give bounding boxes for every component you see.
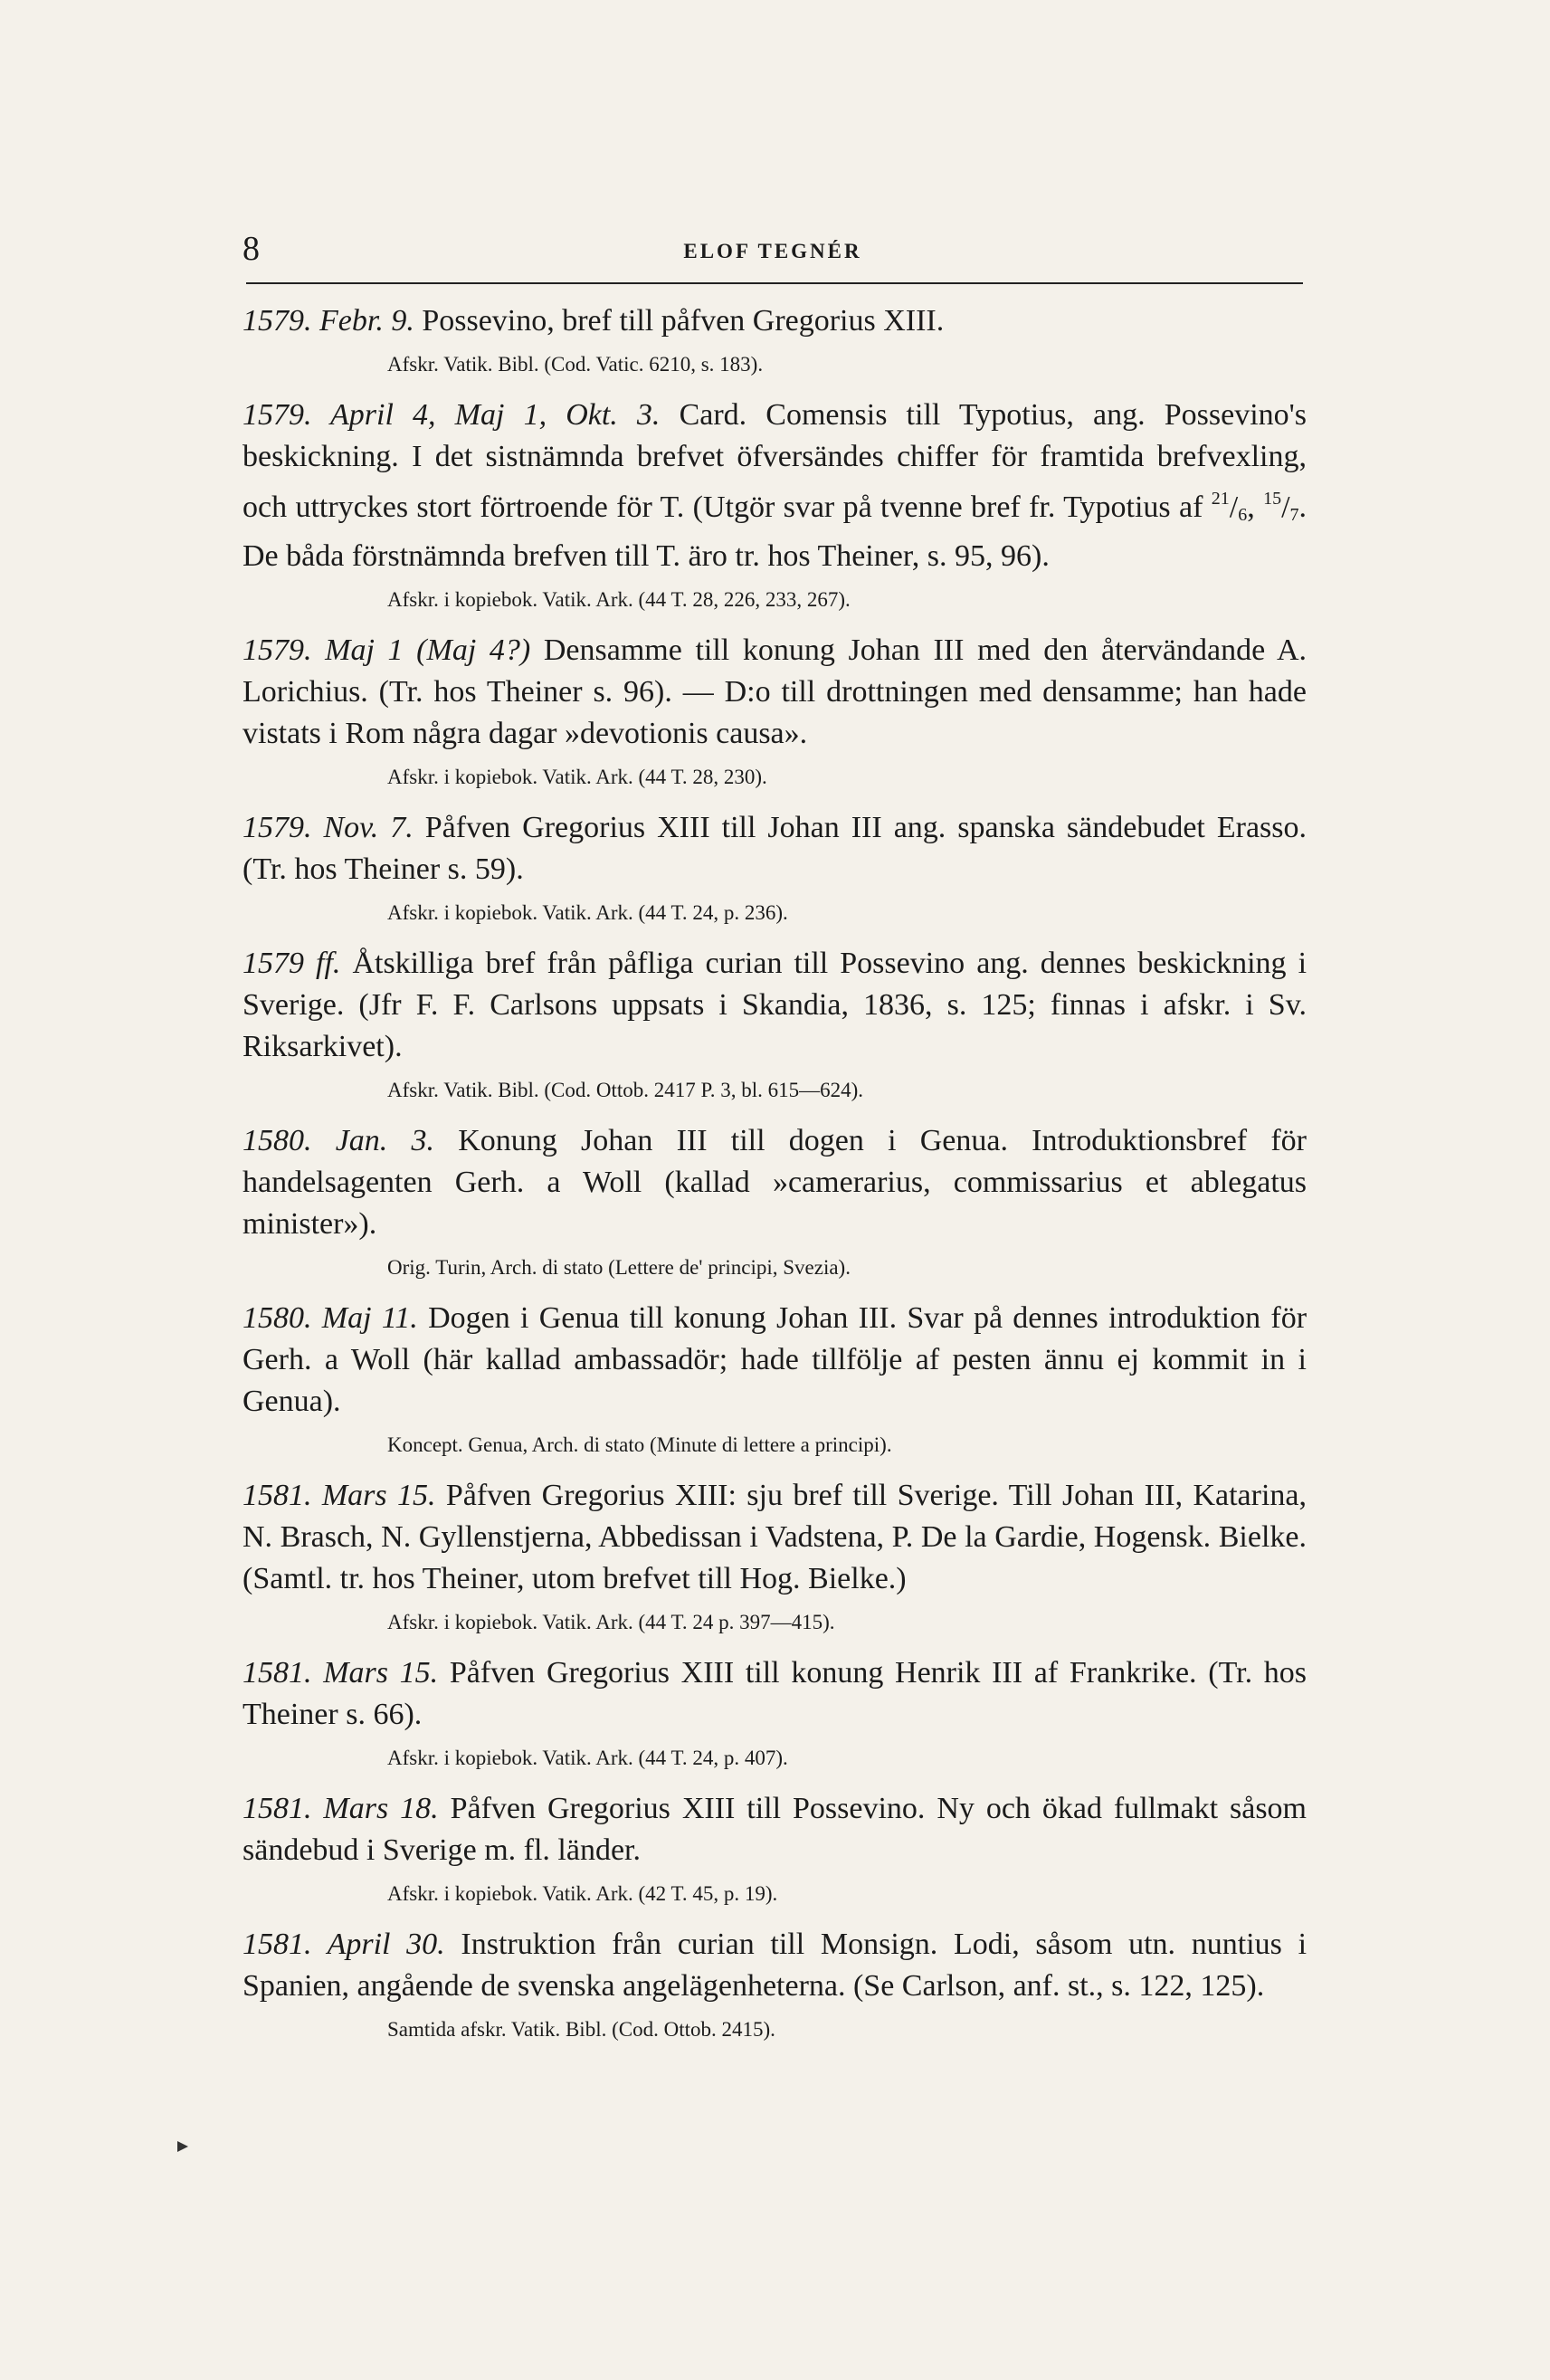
entry-1580-maj-11 [242, 1298, 1307, 1461]
entry-1580-jan-3 [242, 1120, 1307, 1283]
entry-date: 1579. Maj 1 (Maj 4?) [242, 633, 531, 667]
entry-1579-april-4 [242, 395, 1307, 615]
entry-body: Påfven Gregorius XIII till konung Henrik III af Frankrike. (Tr. hos Theiner s. 66). [242, 1656, 1308, 1731]
entry-source: Orig. Turin, Arch. di stato (Lettere de' principi, Svezia). [387, 1256, 851, 1279]
entry-body: Instruktion från curian till Monsign. Lodi, såsom utn. nuntius i Spanien, angående de svenska angelägenheterna. (Se Carlson, anf. st., s. 122, 125). [242, 1928, 1308, 2003]
document-body [242, 300, 1307, 2060]
entry-body: Card. Comensis till Typotius, ang. Possevino's beskickning. I det sistnämnda brefvet öfversändes chiffer för framtida brefvexling, och uttryckes stort förtroende för T. (Utgör svar på tvenne bref fr. Typotius af [242, 398, 1308, 524]
fraction-denominator: 7 [1289, 505, 1299, 525]
entry-1581-april-30 [242, 1924, 1307, 2045]
fraction-separator: , [1247, 490, 1255, 524]
entry-text [242, 943, 1307, 1068]
entry-1581-mars-15-frankrike [242, 1652, 1307, 1774]
entry-source: Afskr. i kopiebok. Vatik. Ark. (44 T. 28, 230). [387, 766, 767, 788]
entry-body: Påfven Gregorius XIII till Johan III ang. spanska sändebudet Erasso. (Tr. hos Theiner s. 59). [242, 811, 1308, 886]
entry-body: Påfven Gregorius XIII: sju bref till Sverige. Till Johan III, Katarina, N. Brasch, N. Gyllenstjerna, Abbedissan i Vadstena, P. De la Gardie, Hogensk. Bielke. (Samtl. tr. hos Theiner, utom brefvet till Hog. Bielke.) [242, 1479, 1307, 1595]
fraction-denominator: 6 [1238, 505, 1248, 525]
entry-text: 1579. April 4, Maj 1, Okt. 3. Card. Comensis till Typotius, ang. Possevino's beskickning. I det sistnämnda brefvet öfversändes chiffer för framtida brefvexling, och uttryckes stort förtroende för T. (Utgör svar på tvenne bref fr. Typotius af $^{21}/_6$, $^{15}/_7$. De båda förstnämnda brefven till T. äro tr. hos Theiner, s. 95, 96). [242, 398, 1308, 573]
entry-text [242, 1120, 1307, 1245]
entry-body: Åtskilliga bref från påfliga curian till Possevino ang. dennes beskickning i Sverige. (Jfr F. F. Carlsons uppsats i Skandia, 1836, s. 125; finnas i afskr. i Sv. Riksarkivet). [242, 947, 1308, 1063]
entry-date: 1579. Nov. 7. [242, 811, 414, 844]
entry-body: Possevino, bref till påfven Gregorius XIII. [422, 304, 945, 338]
entry-body: Påfven Gregorius XIII till Possevino. Ny och ökad fullmakt såsom sändebud i Sverige m. fl. länder. [242, 1792, 1308, 1867]
entry-1579-nov-7 [242, 807, 1307, 928]
header-rule [246, 282, 1303, 284]
fraction-numerator: 15 [1263, 489, 1282, 509]
entry-1579-maj-1 [242, 630, 1307, 793]
entry-text [242, 300, 1307, 342]
entry-source: Afskr. i kopiebok. Vatik. Ark. (44 T. 24 p. 397—415). [387, 1611, 835, 1633]
entry-date: 1579. April 4, Maj 1, Okt. 3. [242, 398, 661, 432]
entry-text [242, 1924, 1307, 2007]
entry-text [242, 1475, 1307, 1600]
entry-source: Afskr. Vatik. Bibl. (Cod. Ottob. 2417 P. 3, bl. 615—624). [387, 1079, 864, 1101]
entry-date: 1579. Febr. 9. [242, 304, 414, 338]
entry-source: Afskr. i kopiebok. Vatik. Ark. (42 T. 45, p. 19). [387, 1882, 778, 1905]
running-head: ELOF TEGNÉR [683, 240, 862, 262]
entry-date: 1581. Mars 15. [242, 1479, 436, 1512]
entry-1579-febr-9 [242, 300, 1307, 380]
entry-text [242, 807, 1307, 890]
entry-body: Dogen i Genua till konung Johan III. Svar på dennes introduktion för Gerh. a Woll (här kallad ambassadör; hade tillfölje af pesten ännu ej kommit in i Genua). [242, 1301, 1308, 1418]
entry-source: Koncept. Genua, Arch. di stato (Minute di lettere a principi). [387, 1433, 892, 1456]
entry-source: Afskr. Vatik. Bibl. (Cod. Vatic. 6210, s. 183). [387, 353, 764, 376]
margin-arrow-icon [177, 2141, 188, 2152]
fraction-numerator: 21 [1211, 489, 1230, 509]
entry-text [242, 1298, 1307, 1423]
entry-body-tail: . De båda förstnämnda brefven till T. äro tr. hos Theiner, s. 95, 96). [242, 490, 1308, 573]
page-number: 8 [242, 230, 260, 268]
entry-date: 1580. Maj 11. [242, 1301, 418, 1335]
entry-source: Samtida afskr. Vatik. Bibl. (Cod. Ottob. 2415). [387, 2018, 775, 2041]
entry-date: 1581. Mars 18. [242, 1792, 439, 1825]
entry-body: Konung Johan III till dogen i Genua. Introduktionsbref för handelsagenten Gerh. a Woll (kallad »camerarius, commissarius et ablegatus minister»). [242, 1124, 1307, 1241]
entry-text [242, 1652, 1307, 1736]
entry-1579-ff [242, 943, 1307, 1106]
entry-date: 1579 ff. [242, 947, 341, 980]
entry-text [242, 1788, 1307, 1871]
page-header [242, 231, 1303, 287]
entry-source: Afskr. i kopiebok. Vatik. Ark. (44 T. 24, p. 407). [387, 1747, 788, 1769]
entry-source: Afskr. i kopiebok. Vatik. Ark. (44 T. 24, p. 236). [387, 901, 788, 924]
entry-1581-mars-18 [242, 1788, 1307, 1909]
entry-source: Afskr. i kopiebok. Vatik. Ark. (44 T. 28, 226, 233, 267). [387, 588, 851, 611]
entry-text [242, 630, 1307, 755]
entry-date: 1581. April 30. [242, 1928, 445, 1961]
entry-date: 1580. Jan. 3. [242, 1124, 435, 1157]
entry-body: Densamme till konung Johan III med den återvändande A. Lorichius. (Tr. hos Theiner s. 96). — D:o till drottningen med densamme; han hade vistats i Rom några dagar »devotionis causa». [242, 633, 1308, 750]
entry-date: 1581. Mars 15. [242, 1656, 439, 1690]
entry-1581-mars-15-sverige [242, 1475, 1307, 1638]
